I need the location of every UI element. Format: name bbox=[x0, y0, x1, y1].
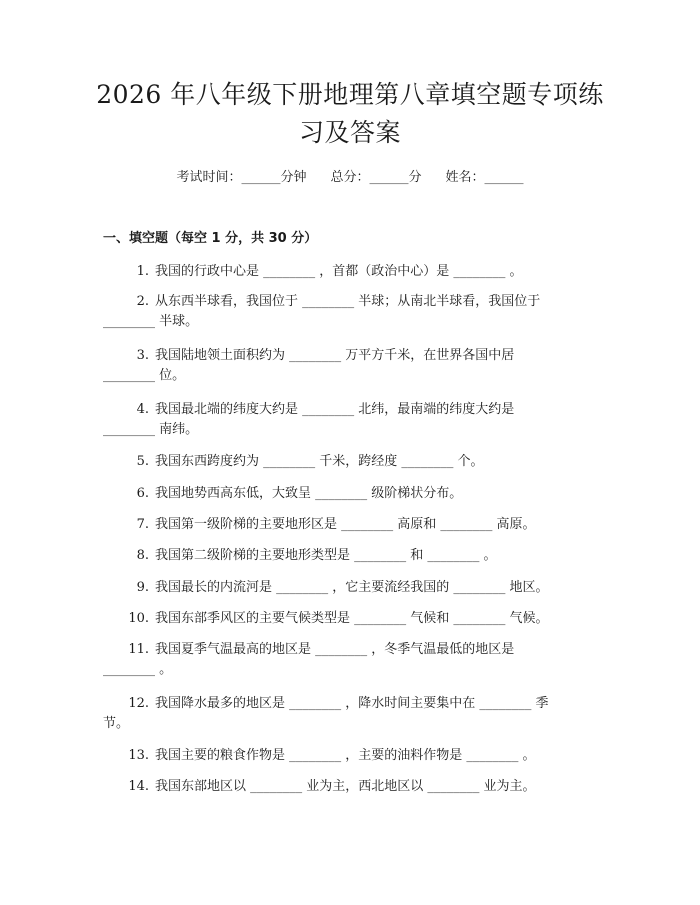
question-number: 14. bbox=[128, 779, 149, 794]
question-line bbox=[103, 515, 583, 535]
question-item bbox=[103, 292, 583, 332]
exam-time: 考试时间：______分钟 bbox=[176, 170, 307, 185]
question-item bbox=[103, 609, 583, 629]
question-line bbox=[103, 346, 583, 366]
title-line-1: 2026 年八年级下册地理第八章填空题专项练 bbox=[96, 80, 604, 109]
question-text: 我国最北端的纬度大约是 ________ 北纬，最南端的纬度大约是 bbox=[155, 402, 515, 417]
question-text: 从东西半球看，我国位于 ________ 半球；从南北半球看，我国位于 bbox=[155, 294, 541, 309]
question-text: 我国夏季气温最高的地区是 ________ ，冬季气温最低的地区是 bbox=[155, 642, 515, 657]
question-number: 4. bbox=[136, 402, 149, 417]
question-item bbox=[103, 400, 583, 440]
question-line bbox=[103, 746, 583, 766]
question-line bbox=[103, 484, 583, 504]
question-continuation: ________ 位。 bbox=[103, 368, 186, 383]
page-title bbox=[80, 76, 620, 152]
question-text: 我国东西跨度约为 ________ 千米，跨经度 ________ 个。 bbox=[155, 454, 484, 469]
question-line bbox=[103, 452, 583, 472]
question-number: 1. bbox=[136, 264, 149, 279]
question-text: 我国降水最多的地区是 ________ ，降水时间主要集中在 ________ 季 bbox=[155, 696, 549, 711]
question-continuation: ________ 南纬。 bbox=[103, 422, 199, 437]
question-item bbox=[103, 546, 583, 566]
question-text: 我国的行政中心是 ________ ，首都（政治中心）是 ________ 。 bbox=[155, 264, 523, 279]
question-item bbox=[103, 346, 583, 386]
question-item bbox=[103, 484, 583, 504]
question-item bbox=[103, 746, 583, 766]
question-line bbox=[103, 578, 583, 598]
question-text: 我国地势西高东低，大致呈 ________ 级阶梯状分布。 bbox=[155, 486, 463, 501]
question-item bbox=[103, 262, 583, 282]
question-number: 9. bbox=[136, 580, 149, 595]
question-item bbox=[103, 452, 583, 472]
question-number: 10. bbox=[128, 611, 149, 626]
question-line bbox=[103, 292, 583, 312]
exam-total-score: 总分：______分 bbox=[330, 170, 422, 185]
question-text: 我国最长的内流河是 ________ ，它主要流经我国的 ________ 地区。 bbox=[155, 580, 549, 595]
question-number: 3. bbox=[136, 348, 149, 363]
question-number: 13. bbox=[128, 748, 149, 763]
question-text: 我国第一级阶梯的主要地形区是 ________ 高原和 ________ 高原。 bbox=[155, 517, 536, 532]
student-name: 姓名：______ bbox=[445, 170, 524, 185]
question-item bbox=[103, 515, 583, 535]
question-number: 5. bbox=[136, 454, 149, 469]
question-line bbox=[103, 694, 583, 714]
question-line bbox=[103, 546, 583, 566]
question-number: 8. bbox=[136, 548, 149, 563]
question-number: 11. bbox=[128, 642, 149, 657]
exam-meta bbox=[0, 168, 700, 188]
section-title: 一、填空题（每空 1 分，共 30 分） bbox=[103, 231, 318, 246]
question-line bbox=[103, 609, 583, 629]
question-line bbox=[103, 640, 583, 660]
question-line bbox=[103, 777, 583, 797]
question-item bbox=[103, 578, 583, 598]
question-item bbox=[103, 694, 583, 734]
question-number: 2. bbox=[136, 294, 149, 309]
question-line bbox=[103, 262, 583, 282]
question-continuation: ________ 半球。 bbox=[103, 314, 199, 329]
question-item bbox=[103, 640, 583, 680]
question-item bbox=[103, 777, 583, 797]
question-number: 6. bbox=[136, 486, 149, 501]
question-text: 我国陆地领土面积约为 ________ 万平方千米，在世界各国中居 bbox=[155, 348, 515, 363]
question-number: 12. bbox=[128, 696, 149, 711]
question-number: 7. bbox=[136, 517, 149, 532]
question-line bbox=[103, 400, 583, 420]
question-continuation: 节。 bbox=[103, 716, 130, 731]
title-line-2: 习及答案 bbox=[298, 118, 401, 147]
question-text: 我国第二级阶梯的主要地形类型是 ________ 和 ________ 。 bbox=[155, 548, 497, 563]
question-text: 我国东部季风区的主要气候类型是 ________ 气候和 ________ 气候。 bbox=[155, 611, 549, 626]
question-text: 我国主要的粮食作物是 ________ ，主要的油料作物是 ________ 。 bbox=[155, 748, 536, 763]
question-text: 我国东部地区以 ________ 业为主，西北地区以 ________ 业为主。 bbox=[155, 779, 536, 794]
question-continuation: ________ 。 bbox=[103, 662, 173, 677]
